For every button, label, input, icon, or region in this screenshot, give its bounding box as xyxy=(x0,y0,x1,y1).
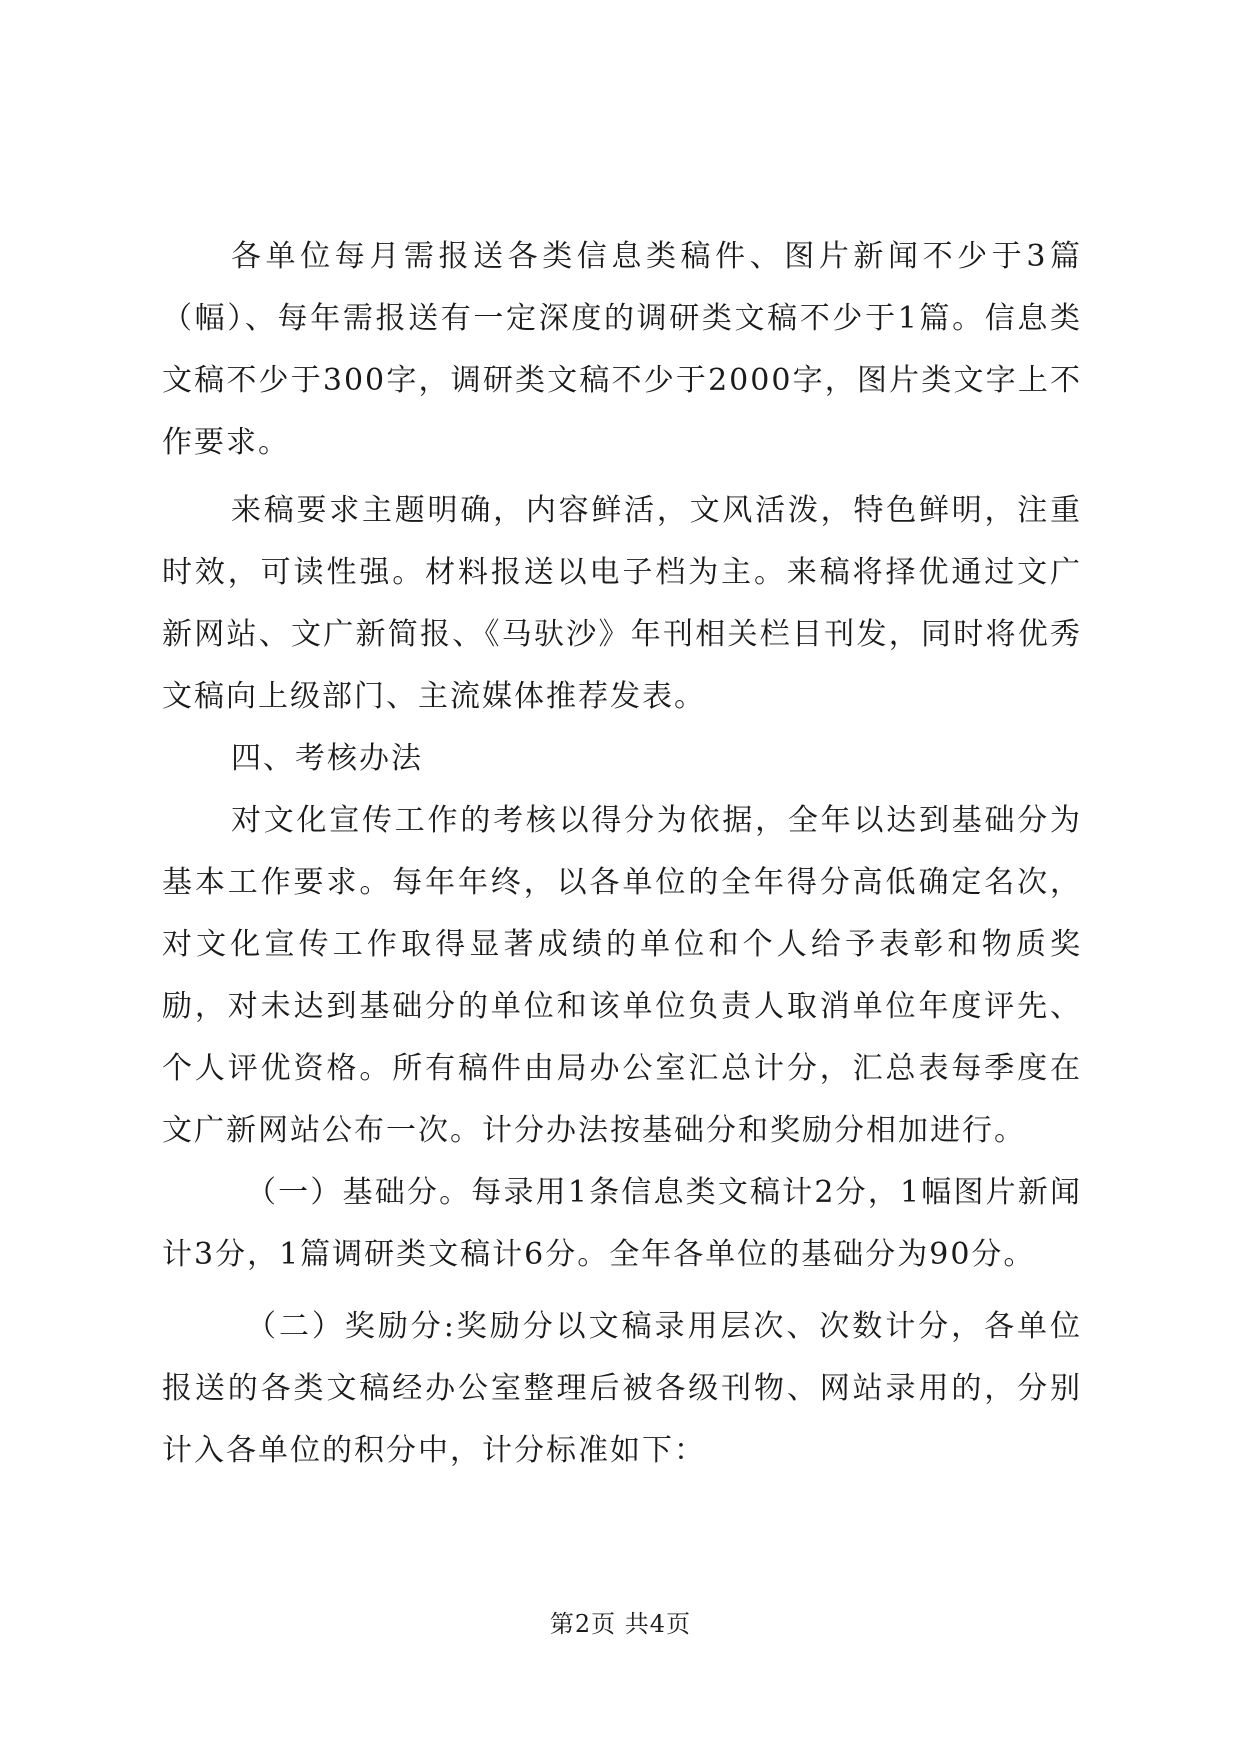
paragraph-base-score: （一）基础分。每录用1条信息类文稿计2分，1幅图片新闻计3分，1篇调研类文稿计6分。全年各单位的基础分为90分。 xyxy=(162,1175,1082,1272)
paragraph-submission-requirements: 来稿要求主题明确，内容鲜活，文风活泼，特色鲜明，注重时效，可读性强。材料报送以电子档为主。来稿将择优通过文广新网站、文广新简报、《马驮沙》年刊相关栏目刊发，同时将优秀文稿向上级部门、主流媒体推荐发表。 xyxy=(162,493,1082,714)
paragraph-bonus-score: （二）奖励分:奖励分以文稿录用层次、次数计分，各单位报送的各类文稿经办公室整理后被各级刊物、网站录用的，分别计入各单位的积分中，计分标准如下： xyxy=(162,1309,1082,1468)
paragraph-submission-quota: 各单位每月需报送各类信息类稿件、图片新闻不少于3篇（幅）、每年需报送有一定深度的调研类文稿不少于1篇。信息类文稿不少于300字，调研类文稿不少于2000字，图片类文字上不作要求。 xyxy=(162,239,1082,460)
paragraph-assessment-method: 对文化宣传工作的考核以得分为依据，全年以达到基础分为基本工作要求。每年年终，以各单位的全年得分高低确定名次，对文化宣传工作取得显著成绩的单位和个人给予表彰和物质奖励，对未达到基础分的单位和该单位负责人取消单位年度评先、个人评优资格。所有稿件由局办公室汇总计分，汇总表每季度在文广新网站公布一次。计分办法按基础分和奖励分相加进行。 xyxy=(162,803,1082,1148)
section-heading-assessment: 四、考核办法 xyxy=(231,741,423,776)
document-body xyxy=(162,226,1082,1482)
page-number-footer: 第2页 共4页 xyxy=(549,1610,692,1638)
